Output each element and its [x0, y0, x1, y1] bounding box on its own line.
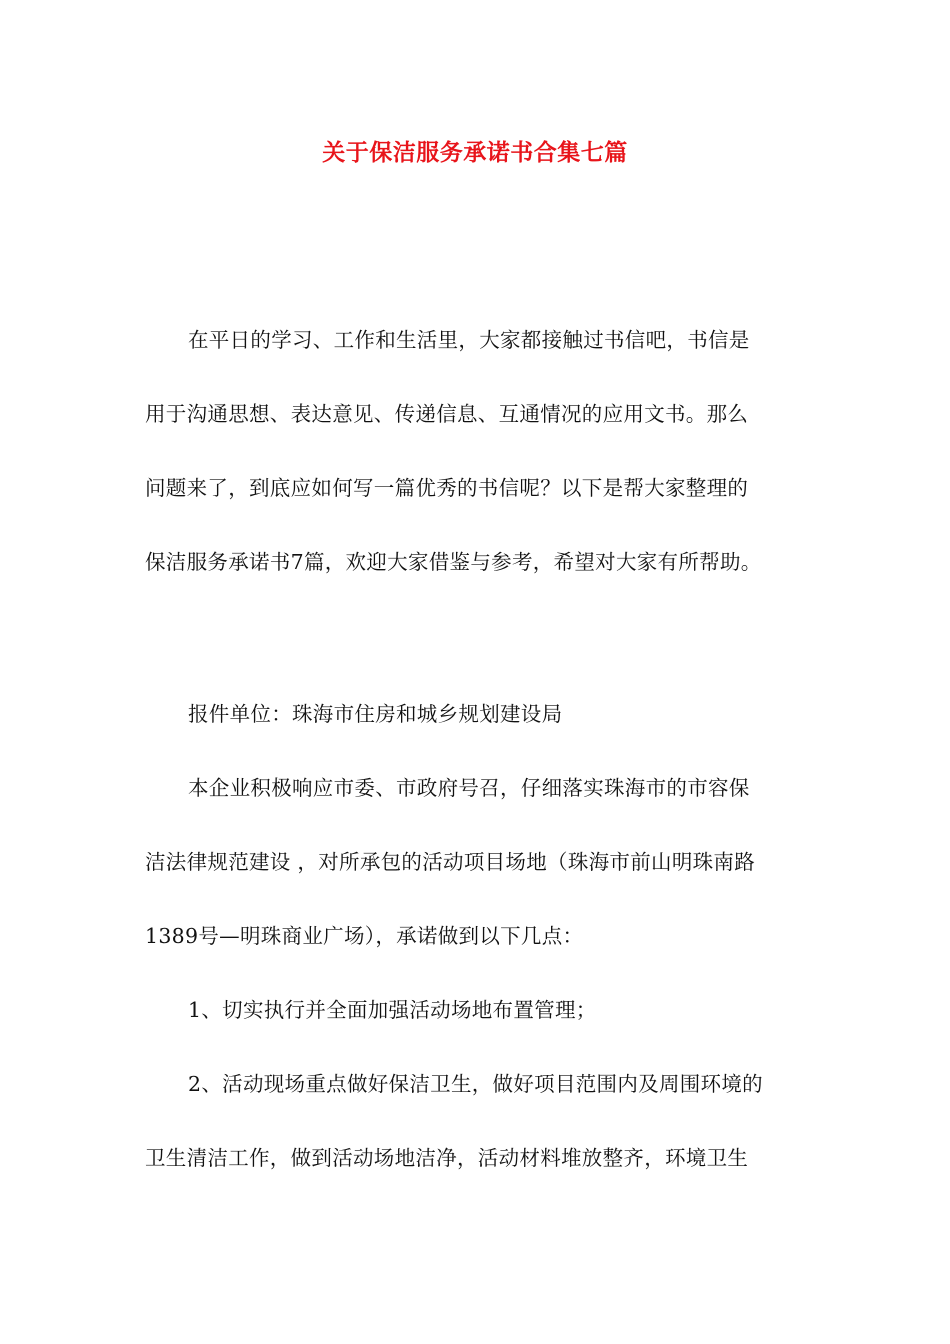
commitment-line-2: 洁法律规范建设 ，对所承包的活动项目场地（珠海市前山明珠南路: [145, 850, 756, 874]
item-2-line-1: 2、活动现场重点做好保洁卫生，做好项目范围内及周围环境的: [188, 1072, 763, 1096]
commitment-line-3: 1389号—明珠商业广场），承诺做到以下几点：: [145, 924, 584, 948]
item-2-line-2: 卫生清洁工作，做到活动场地洁净，活动材料堆放整齐，环境卫生: [145, 1146, 749, 1170]
intro-line-1: 在平日的学习、工作和生活里，大家都接触过书信吧，书信是: [188, 328, 750, 352]
intro-line-2: 用于沟通思想、表达意见、传递信息、互通情况的应用文书。那么: [145, 402, 749, 426]
intro-line-4: 保洁服务承诺书7篇，欢迎大家借鉴与参考，希望对大家有所帮助。: [145, 550, 762, 574]
report-unit-line: 报件单位：珠海市住房和城乡规划建设局: [188, 702, 563, 726]
intro-line-3: 问题来了，到底应如何写一篇优秀的书信呢？以下是帮大家整理的: [145, 476, 749, 500]
item-1-line: 1、切实执行并全面加强活动场地布置管理；: [188, 998, 597, 1022]
commitment-line-1: 本企业积极响应市委、市政府号召，仔细落实珠海市的市容保: [188, 776, 750, 800]
document-title: 关于保洁服务承诺书合集七篇: [322, 139, 628, 166]
